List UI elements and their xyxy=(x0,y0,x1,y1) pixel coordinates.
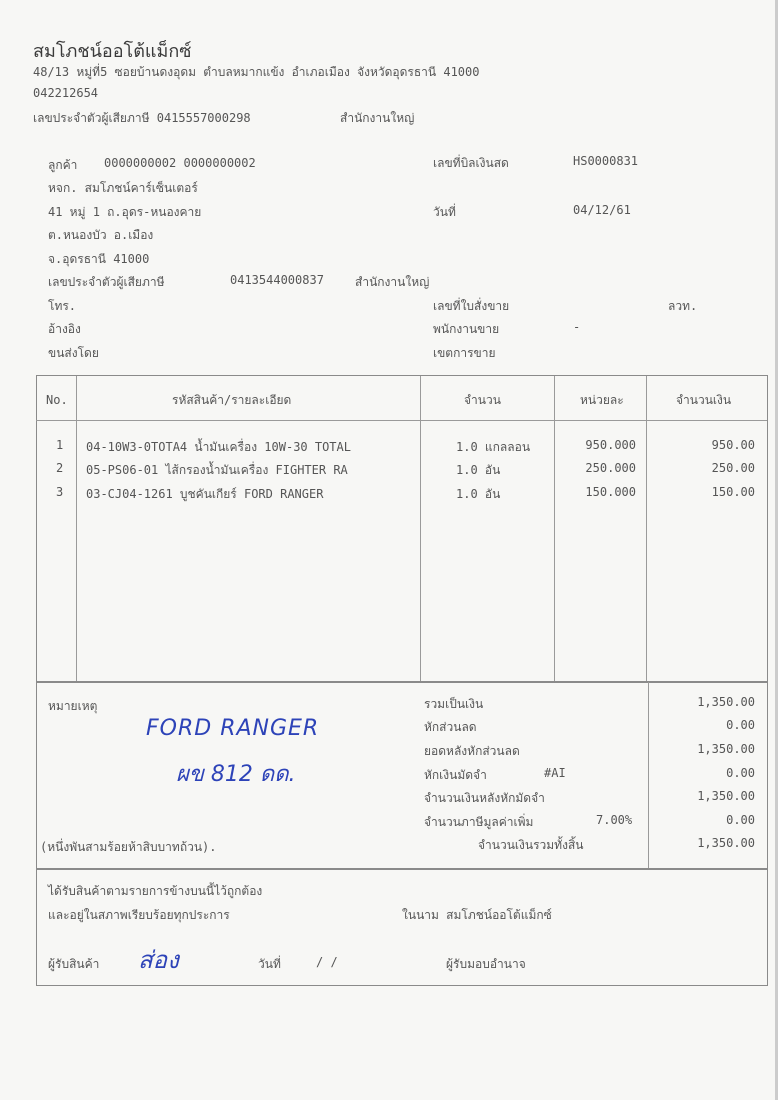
col-divider xyxy=(646,376,647,681)
row-unit-price: 250.000 xyxy=(585,461,636,475)
after-deposit-label: จำนวนเงินหลังหักมัดจำ xyxy=(424,791,545,805)
customer-tax-id: 0413544000837 xyxy=(230,273,324,287)
customer-address-2: ต.หนองบัว อ.เมือง xyxy=(48,228,154,242)
row-amount: 250.00 xyxy=(711,461,755,475)
customer-name: หจก. สมโภชน์คาร์เซ็นเตอร์ xyxy=(48,181,198,195)
company-branch: สำนักงานใหญ่ xyxy=(340,111,415,125)
receive-date-label: วันที่ xyxy=(258,957,281,971)
header-amount: จำนวนเงิน xyxy=(676,393,732,407)
row-unit-price: 150.000 xyxy=(585,485,636,499)
discount-label: หักส่วนลด xyxy=(424,720,477,734)
summary-divider xyxy=(648,682,649,868)
deposit-label: หักเงินมัดจำ xyxy=(424,768,487,782)
vat-rate: 7.00% xyxy=(596,813,633,827)
customer-codes: 0000000002 0000000002 xyxy=(104,156,256,170)
row-no: 1 xyxy=(56,438,64,452)
grand-total-value: 1,350.00 xyxy=(697,836,755,850)
remarks-label: หมายเหตุ xyxy=(48,699,98,713)
header-quantity: จำนวน xyxy=(464,393,501,407)
row-no: 2 xyxy=(56,461,64,475)
on-behalf-of: ในนาม สมโภชน์ออโต้แม็กซ์ xyxy=(402,908,552,922)
items-header-divider xyxy=(36,420,767,421)
customer-branch: สำนักงานใหญ่ xyxy=(355,275,430,289)
bill-date: 04/12/61 xyxy=(573,203,631,217)
discount-value: 0.00 xyxy=(726,718,755,732)
vat-value: 0.00 xyxy=(726,813,755,827)
row-description: 05-PS06-01 ไส้กรองน้ำมันเครื่อง FIGHTER RA xyxy=(86,463,348,477)
grand-total-label: จำนวนเงินรวมทั้งสิ้น xyxy=(478,838,584,852)
customer-ship-label: ขนส่งโดย xyxy=(48,346,99,360)
total-value: 1,350.00 xyxy=(697,695,755,709)
handwritten-plate: ผข 812 ดด. xyxy=(176,762,296,787)
receiver-signature: ส่อง xyxy=(138,946,179,974)
items-table xyxy=(36,375,768,683)
row-amount: 150.00 xyxy=(711,485,755,499)
bill-number-label: เลขที่บิลเงินสด xyxy=(433,156,509,170)
header-description: รหัสสินค้า/รายละเอียด xyxy=(172,393,292,407)
salesperson-value: - xyxy=(573,320,581,334)
header-unit-price: หน่วยละ xyxy=(580,393,624,407)
vat-label: จำนวนภาษีมูลค่าเพิ่ม xyxy=(424,815,534,829)
customer-address-1: 41 หมู่ 1 ถ.อุดร-หนองคาย xyxy=(48,205,202,219)
deposit-code: #AI xyxy=(544,766,566,780)
bill-number: HS0000831 xyxy=(573,154,639,168)
row-quantity: 1.0 อัน xyxy=(456,487,501,501)
row-amount: 950.00 xyxy=(711,438,755,452)
customer-address-3: จ.อุดรธานี 41000 xyxy=(48,252,150,266)
sales-area-label: เขตการขาย xyxy=(433,346,496,360)
col-divider xyxy=(420,376,421,681)
receive-date-blank: / / xyxy=(316,955,338,969)
amount-in-words: (หนึ่งพันสามร้อยห้าสิบบาทถ้วน). xyxy=(40,840,217,854)
sales-order-label: เลขที่ใบสั่งขาย xyxy=(433,299,510,313)
received-statement-2: และอยู่ในสภาพเรียบร้อยทุกประการ xyxy=(48,908,230,922)
after-discount-value: 1,350.00 xyxy=(697,742,755,756)
customer-tax-label: เลขประจำตัวผู้เสียภาษี xyxy=(48,275,165,289)
row-description: 03-CJ04-1261 บูชคันเกียร์ FORD RANGER xyxy=(86,487,324,501)
customer-ref-label: อ้างอิง xyxy=(48,322,81,336)
company-name: สมโภชน์ออโต้แม็กซ์ xyxy=(33,41,192,62)
header-no: No. xyxy=(46,393,68,407)
row-quantity: 1.0 อัน xyxy=(456,463,501,477)
col-divider xyxy=(76,376,77,681)
row-unit-price: 950.000 xyxy=(585,438,636,452)
row-no: 3 xyxy=(56,485,64,499)
customer-label: ลูกค้า xyxy=(48,158,78,172)
company-address: 48/13 หมู่ที่5 ซอยบ้านดงอุดม ตำบลหมากแข้ง อำเภอเมือง จังหวัดอุดรธานี 41000 xyxy=(33,65,480,79)
row-description: 04-10W3-0TOTA4 น้ำมันเครื่อง 10W-30 TOTAL xyxy=(86,440,351,454)
handwritten-vehicle: FORD RANGER xyxy=(146,716,320,741)
received-statement-1: ได้รับสินค้าตามรายการข้างบนนี้ไว้ถูกต้อง xyxy=(48,884,263,898)
date-label: วันที่ xyxy=(433,205,456,219)
after-deposit-value: 1,350.00 xyxy=(697,789,755,803)
deposit-value: 0.00 xyxy=(726,766,755,780)
after-discount-label: ยอดหลังหักส่วนลด xyxy=(424,744,520,758)
company-phone: 042212654 xyxy=(33,86,99,100)
sales-order-suffix: ลวท. xyxy=(668,299,698,313)
salesperson-label: พนักงานขาย xyxy=(433,322,500,336)
col-divider xyxy=(554,376,555,681)
receiver-label: ผู้รับสินค้า xyxy=(48,957,100,971)
row-quantity: 1.0 แกลลอน xyxy=(456,440,531,454)
customer-phone-label: โทร. xyxy=(48,299,77,313)
company-tax-id: เลขประจำตัวผู้เสียภาษี 0415557000298 xyxy=(33,111,251,125)
authorized-label: ผู้รับมอบอำนาจ xyxy=(446,957,526,971)
total-label: รวมเป็นเงิน xyxy=(424,697,484,711)
